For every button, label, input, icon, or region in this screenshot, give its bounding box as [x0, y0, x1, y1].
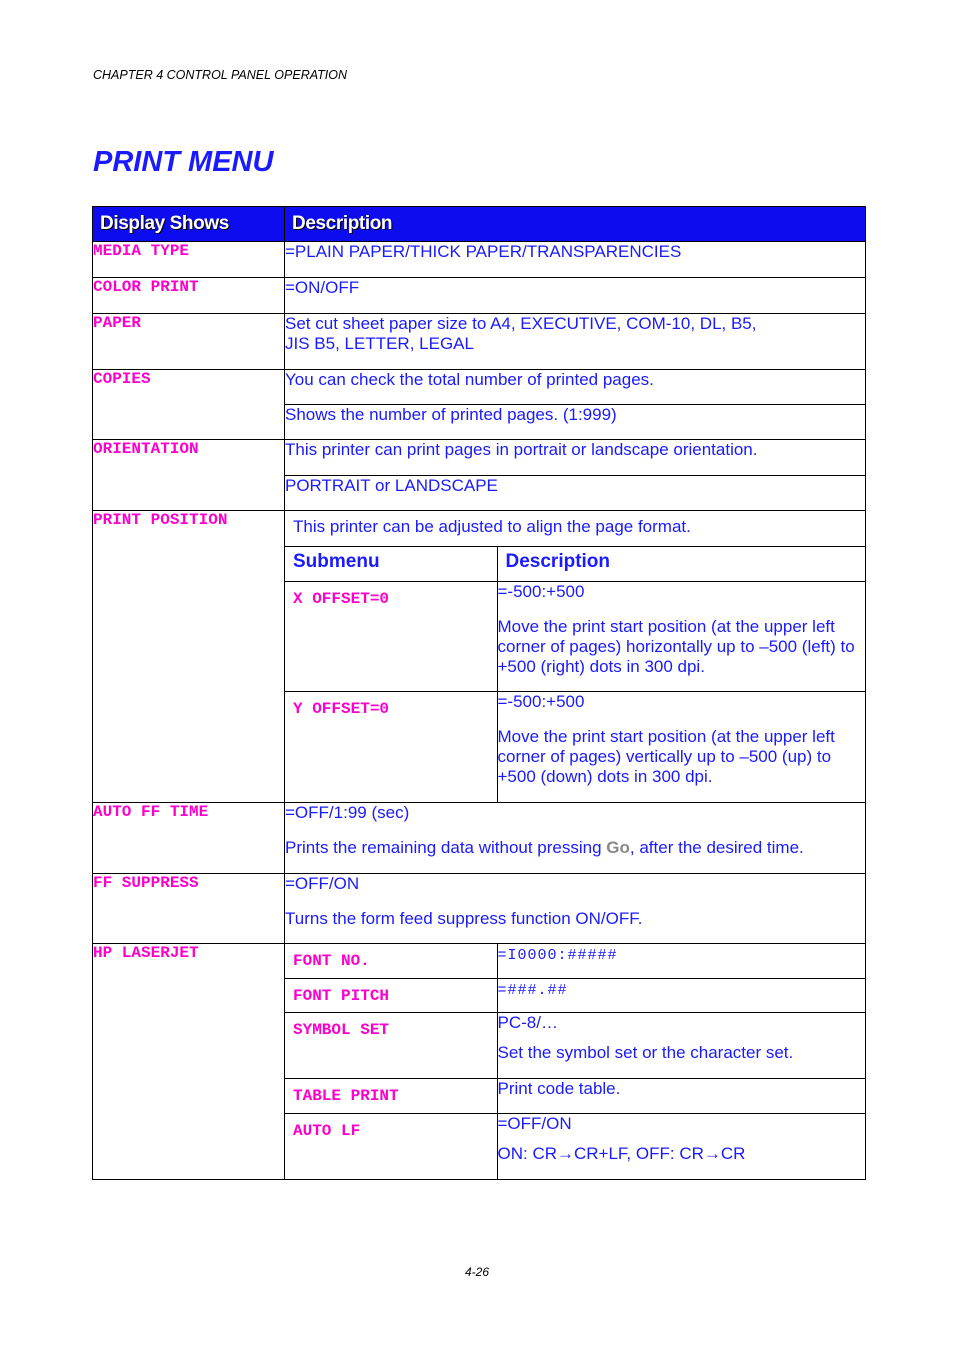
description-cell — [497, 581, 865, 691]
table-row — [93, 944, 866, 1180]
submenu-description-header: Description — [505, 551, 611, 572]
menu-item-media-type: MEDIA TYPE — [93, 242, 190, 260]
menu-item-orientation: ORIENTATION — [93, 440, 199, 458]
description-cell: =ON/OFF — [285, 278, 866, 314]
submenu-font-no: FONT NO. — [293, 952, 370, 970]
description-line: Set cut sheet paper size to A4, EXECUTIVE, COM-10, DL, B5, — [285, 314, 757, 333]
description-line: Set the symbol set or the character set. — [497, 1042, 794, 1062]
description-cell — [285, 874, 866, 944]
submenu-x-offset: X OFFSET=0 — [293, 589, 390, 608]
description-line: Prints the remaining data without pressing Go, after the desired time. — [285, 838, 804, 857]
submenu-table — [285, 944, 865, 1179]
description-cell — [497, 1113, 865, 1179]
description-cell: PORTRAIT or LANDSCAPE — [285, 476, 866, 511]
menu-item-hp-laserjet: HP LASERJET — [93, 944, 199, 962]
font-pitch-value: =###.## — [497, 981, 568, 999]
menu-item-paper: PAPER — [93, 314, 142, 332]
description-line: Move the print start position (at the upper left corner of pages) vertically up to –500 (up) to +500 (down) dots in 300 dpi. — [497, 726, 835, 786]
submenu-y-offset: Y OFFSET=0 — [293, 699, 390, 718]
range-value: =OFF/ON — [497, 1113, 572, 1133]
submenu-font-pitch: FONT PITCH — [293, 986, 390, 1005]
submenu-table — [285, 547, 865, 802]
range-value: =-500:+500 — [497, 581, 585, 601]
submenu-symbol-set: SYMBOL SET — [293, 1020, 390, 1039]
description-cell: Shows the number of printed pages. (1:999) — [285, 405, 866, 440]
table-header-row — [93, 207, 866, 242]
table-row — [93, 803, 866, 874]
font-no-value: =I0000:##### — [497, 947, 618, 964]
menu-item-auto-ff-time: AUTO FF TIME — [93, 803, 209, 821]
description-cell — [497, 1012, 865, 1078]
table-row — [93, 278, 866, 314]
submenu-table-print: TABLE PRINT — [293, 1086, 399, 1105]
description-cell — [285, 314, 866, 370]
table-row — [93, 314, 866, 370]
description-line: ON: CR→CR+LF, OFF: CR→CR — [497, 1143, 746, 1163]
description-cell: =PLAIN PAPER/THICK PAPER/TRANSPARENCIES — [285, 242, 866, 278]
print-menu-table — [92, 206, 866, 1180]
range-value: PC-8/… — [497, 1012, 558, 1032]
chapter-header: CHAPTER 4 CONTROL PANEL OPERATION — [93, 68, 347, 82]
page-title: PRINT MENU — [93, 146, 274, 178]
description-cell: This printer can print pages in portrait or landscape orientation. — [285, 440, 866, 476]
submenu-header: Submenu — [285, 547, 497, 581]
table-row — [93, 440, 866, 476]
table-row — [93, 370, 866, 405]
hp-laserjet-details — [285, 944, 866, 1180]
description-line: Turns the form feed suppress function ON/OFF. — [285, 909, 643, 928]
menu-item-color-print: COLOR PRINT — [93, 278, 199, 296]
description-line: JIS B5, LETTER, LEGAL — [285, 334, 474, 353]
table-row — [93, 242, 866, 278]
column-header-description: Description — [285, 207, 866, 242]
description-cell: You can check the total number of printed pages. — [285, 370, 866, 405]
go-button-label: Go — [606, 838, 630, 857]
menu-item-copies: COPIES — [93, 370, 151, 388]
range-value: =OFF/ON — [285, 874, 360, 893]
range-value: =OFF/1:99 (sec) — [285, 803, 410, 822]
page-number: 4-26 — [464, 1265, 490, 1279]
menu-item-ff-suppress: FF SUPPRESS — [93, 874, 199, 892]
description-cell — [285, 803, 866, 874]
submenu-auto-lf: AUTO LF — [293, 1121, 361, 1140]
description-cell — [497, 691, 865, 802]
range-value: =-500:+500 — [497, 691, 585, 711]
description-line: This printer can be adjusted to align the page format. — [285, 511, 865, 547]
description-cell: Print code table. — [497, 1078, 865, 1113]
print-position-details — [285, 511, 866, 803]
table-row — [93, 874, 866, 944]
menu-item-print-position: PRINT POSITION — [93, 511, 228, 529]
column-header-display: Display Shows — [93, 207, 285, 242]
description-line: Move the print start position (at the upper left corner of pages) horizontally up to –500 (left) to +500 (right) dots in 300 dpi. — [497, 616, 855, 676]
table-row — [93, 511, 866, 803]
